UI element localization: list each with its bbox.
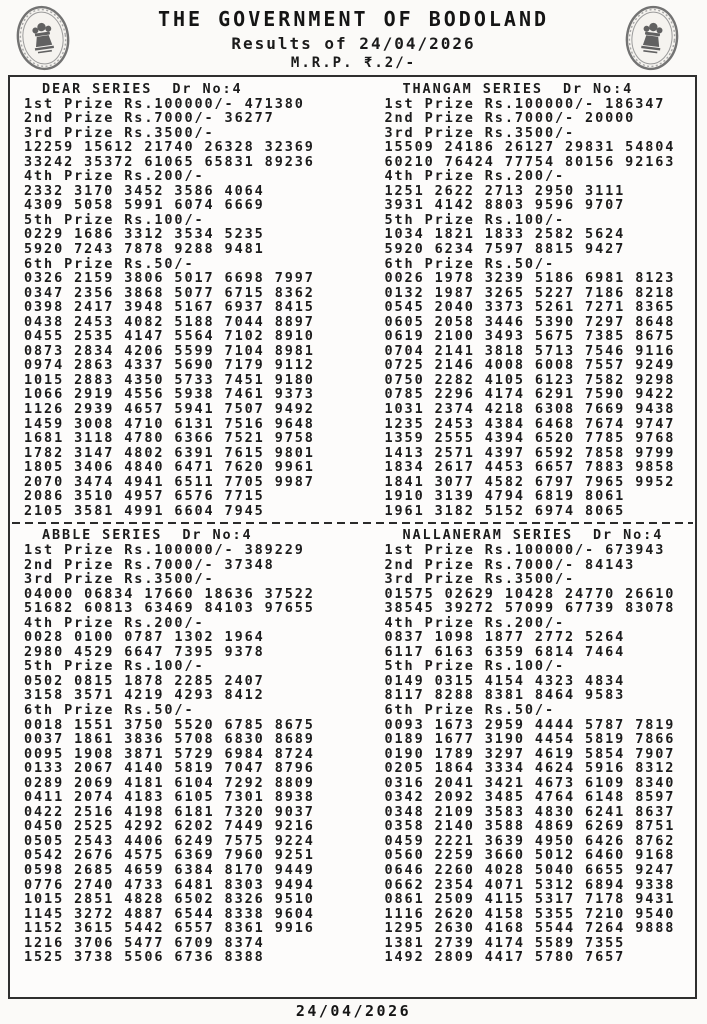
results-box [8, 75, 697, 999]
prize-label: 3rd Prize Rs.3500/- [24, 571, 215, 588]
winning-numbers-row: 1031 2374 4218 6308 7669 9438 [384, 401, 676, 418]
winning-numbers-row: 0095 1908 3871 5729 6984 8724 [24, 745, 315, 762]
winning-numbers-row: 0229 1686 3312 3534 5235 [24, 226, 265, 243]
series-block-dear [10, 82, 353, 518]
winning-numbers-row: 1359 2555 4394 6520 7785 9768 [384, 430, 676, 447]
winning-numbers-row: 0093 1673 2959 4444 5787 7819 [384, 716, 676, 733]
winning-numbers-row: 1116 2620 4158 5355 7210 9540 [384, 905, 676, 922]
winning-numbers-row: 0598 2685 4659 6384 8170 9449 [24, 861, 315, 878]
winning-numbers-row: 5920 7243 7878 9288 9481 [24, 241, 265, 258]
winning-numbers-row: 2070 3474 4941 6511 7705 9987 [24, 473, 315, 490]
winning-numbers-row: 0662 2354 4071 5312 6894 9338 [384, 876, 676, 893]
winning-numbers-row: 0974 2863 4337 5690 7179 9112 [24, 357, 315, 374]
winning-numbers-row: 4309 5058 5991 6074 6669 [24, 197, 265, 214]
winning-numbers-row: 2105 3581 4991 6604 7945 [24, 502, 265, 519]
bottom-half [10, 528, 695, 964]
winning-numbers-row: 1015 2851 4828 6502 8326 9510 [24, 891, 315, 908]
prize-label: 2nd Prize Rs.7000/- 37348 [24, 556, 275, 573]
winning-numbers-row: 0326 2159 3806 5017 6698 7997 [24, 270, 315, 287]
series-block-abble [10, 528, 353, 964]
prize-label: 1st Prize Rs.100000/- 389229 [24, 541, 305, 558]
winning-numbers-row: 0646 2260 4028 5040 6655 9247 [384, 861, 676, 878]
winning-numbers-row: 60210 76424 77754 80156 92163 [384, 153, 676, 170]
series-title: ABBLE SERIES Dr No:4 [42, 527, 253, 544]
winning-numbers-row: 2332 3170 3452 3586 4064 [24, 182, 265, 199]
winning-numbers-row: 1525 3738 5506 6736 8388 [24, 949, 265, 966]
winning-numbers-row: 0776 2740 4733 6481 8303 9494 [24, 876, 315, 893]
winning-numbers-row: 0605 2058 3446 5390 7297 8648 [384, 313, 676, 330]
winning-numbers-row: 0133 2067 4140 5819 7047 8796 [24, 760, 315, 777]
winning-numbers-row: 2086 3510 4957 6576 7715 [24, 488, 265, 505]
winning-numbers-row: 0205 1864 3334 4624 5916 8312 [384, 760, 676, 777]
winning-numbers-row: 1681 3118 4780 6366 7521 9758 [24, 430, 315, 447]
government-seal-icon [621, 2, 683, 74]
prize-label: 1st Prize Rs.100000/- 186347 [384, 95, 666, 112]
prize-label: 5th Prize Rs.100/- [384, 658, 565, 675]
winning-numbers-row: 0189 1677 3190 4454 5819 7866 [384, 731, 676, 748]
prize-label: 3rd Prize Rs.3500/- [384, 571, 576, 588]
winning-numbers-row: 0459 2221 3639 4950 6426 8762 [384, 832, 676, 849]
winning-numbers-row: 0342 2092 3485 4764 6148 8597 [384, 789, 676, 806]
prize-label: 5th Prize Rs.100/- [24, 211, 205, 228]
series-title: DEAR SERIES Dr No:4 [42, 81, 243, 97]
winning-numbers-row: 0018 1551 3750 5520 6785 8675 [24, 716, 315, 733]
winning-numbers-row: 1015 2883 4350 5733 7451 9180 [24, 371, 315, 388]
winning-numbers-row: 04000 06834 17660 18636 37522 [24, 585, 315, 602]
winning-numbers-row: 0358 2140 3588 4869 6269 8751 [384, 818, 676, 835]
winning-numbers-row: 1216 3706 5477 6709 8374 [24, 934, 265, 951]
winning-numbers-row: 1295 2630 4168 5544 7264 9888 [384, 920, 676, 937]
prize-label: 1st Prize Rs.100000/- 673943 [384, 541, 666, 558]
series-block-thangam [353, 82, 696, 518]
winning-numbers-row: 0505 2543 4406 6249 7575 9224 [24, 832, 315, 849]
prize-label: 6th Prize Rs.50/- [24, 701, 195, 718]
winning-numbers-row: 1235 2453 4384 6468 7674 9747 [384, 415, 676, 432]
prize-label: 6th Prize Rs.50/- [24, 255, 195, 272]
prize-label: 6th Prize Rs.50/- [384, 255, 555, 272]
prize-label: 5th Prize Rs.100/- [24, 658, 205, 675]
series-title: NALLANERAM SERIES Dr No:4 [402, 527, 664, 544]
winning-numbers-row: 0316 2041 3421 4673 6109 8340 [384, 774, 676, 791]
winning-numbers-row: 0347 2356 3868 5077 6715 8362 [24, 284, 315, 301]
prize-label: 5th Prize Rs.100/- [384, 211, 565, 228]
winning-numbers-row: 0422 2516 4198 6181 7320 9037 [24, 803, 315, 820]
winning-numbers-row: 0037 1861 3836 5708 6830 8689 [24, 731, 315, 748]
winning-numbers-row: 0704 2141 3818 5713 7546 9116 [384, 342, 676, 359]
winning-numbers-row: 0725 2146 4008 6008 7557 9249 [384, 357, 676, 374]
winning-numbers-row: 0545 2040 3373 5261 7271 8365 [384, 299, 676, 316]
prize-label: 1st Prize Rs.100000/- 471380 [24, 95, 305, 112]
prize-label: 4th Prize Rs.200/- [384, 614, 565, 631]
winning-numbers-row: 0450 2525 4292 6202 7449 9216 [24, 818, 315, 835]
winning-numbers-row: 0542 2676 4575 6369 7960 9251 [24, 847, 315, 864]
winning-numbers-row: 1251 2622 2713 2950 3111 [384, 182, 626, 199]
winning-numbers-row: 0837 1098 1877 2772 5264 [384, 629, 626, 646]
winning-numbers-row: 15509 24186 26127 29831 54804 [384, 139, 676, 156]
winning-numbers-row: 0502 0815 1878 2285 2407 [24, 672, 265, 689]
prize-label: 3rd Prize Rs.3500/- [24, 124, 215, 141]
winning-numbers-row: 1152 3615 5442 6557 8361 9916 [24, 920, 315, 937]
winning-numbers-row: 0750 2282 4105 6123 7582 9298 [384, 371, 676, 388]
winning-numbers-row: 3158 3571 4219 4293 8412 [24, 687, 265, 704]
mrp-label: M.R.P. ₹.2/- [290, 55, 417, 71]
winning-numbers-row: 0560 2259 3660 5012 6460 9168 [384, 847, 676, 864]
winning-numbers-row: 1834 2617 4453 6657 7883 9858 [384, 459, 676, 476]
winning-numbers-row: 1034 1821 1833 2582 5624 [384, 226, 626, 243]
winning-numbers-row: 6117 6163 6359 6814 7464 [384, 643, 626, 660]
winning-numbers-row: 0455 2535 4147 5564 7102 8910 [24, 328, 315, 345]
winning-numbers-row: 38545 39272 57099 67739 83078 [384, 600, 676, 617]
winning-numbers-row: 51682 60813 63469 84103 97655 [24, 600, 315, 617]
winning-numbers-row: 0398 2417 3948 5167 6937 8415 [24, 299, 315, 316]
winning-numbers-row: 1381 2739 4174 5589 7355 [384, 934, 626, 951]
winning-numbers-row: 0619 2100 3493 5675 7385 8675 [384, 328, 676, 345]
winning-numbers-row: 1782 3147 4802 6391 7615 9801 [24, 444, 315, 461]
winning-numbers-row: 1492 2809 4417 5780 7657 [384, 949, 626, 966]
winning-numbers-row: 0028 0100 0787 1302 1964 [24, 629, 265, 646]
winning-numbers-row: 0411 2074 4183 6105 7301 8938 [24, 789, 315, 806]
prize-label: 2nd Prize Rs.7000/- 20000 [384, 110, 636, 127]
winning-numbers-row: 01575 02629 10428 24770 26610 [384, 585, 676, 602]
winning-numbers-row: 33242 35372 61065 65831 89236 [24, 153, 315, 170]
series-title: THANGAM SERIES Dr No:4 [402, 81, 634, 97]
winning-numbers-row: 8117 8288 8381 8464 9583 [384, 687, 626, 704]
winning-numbers-row: 3931 4142 8803 9596 9707 [384, 197, 626, 214]
winning-numbers-row: 1126 2939 4657 5941 7507 9492 [24, 401, 315, 418]
prize-label: 4th Prize Rs.200/- [24, 614, 205, 631]
winning-numbers-row: 0348 2109 3583 4830 6241 8637 [384, 803, 676, 820]
winning-numbers-row: 1841 3077 4582 6797 7965 9952 [384, 473, 676, 490]
winning-numbers-row: 0026 1978 3239 5186 6981 8123 [384, 270, 676, 287]
winning-numbers-row: 1910 3139 4794 6819 8061 [384, 488, 626, 505]
winning-numbers-row: 0861 2509 4115 5317 7178 9431 [384, 891, 676, 908]
prize-label: 2nd Prize Rs.7000/- 36277 [24, 110, 275, 127]
winning-numbers-row: 1459 3008 4710 6131 7516 9648 [24, 415, 315, 432]
government-seal-icon [12, 2, 75, 75]
dashed-divider [12, 522, 693, 524]
page-title: THE GOVERNMENT OF BODOLAND [157, 7, 550, 31]
top-half [10, 82, 695, 518]
winning-numbers-row: 0190 1789 3297 4619 5854 7907 [384, 745, 676, 762]
prize-label: 6th Prize Rs.50/- [384, 701, 555, 718]
prize-label: 4th Prize Rs.200/- [24, 168, 205, 185]
winning-numbers-row: 0438 2453 4082 5188 7044 8897 [24, 313, 315, 330]
winning-numbers-row: 1413 2571 4397 6592 7858 9799 [384, 444, 676, 461]
series-block-nallaneram [353, 528, 696, 964]
winning-numbers-row: 5920 6234 7597 8815 9427 [384, 241, 626, 258]
winning-numbers-row: 1805 3406 4840 6471 7620 9961 [24, 459, 315, 476]
winning-numbers-row: 1066 2919 4556 5938 7461 9373 [24, 386, 315, 403]
winning-numbers-row: 0149 0315 4154 4323 4834 [384, 672, 626, 689]
winning-numbers-row: 0132 1987 3265 5227 7186 8218 [384, 284, 676, 301]
winning-numbers-row: 2980 4529 6647 7395 9378 [24, 643, 265, 660]
winning-numbers-row: 0873 2834 4206 5599 7104 8981 [24, 342, 315, 359]
prize-label: 4th Prize Rs.200/- [384, 168, 565, 185]
prize-label: 3rd Prize Rs.3500/- [384, 124, 576, 141]
prize-label: 2nd Prize Rs.7000/- 84143 [384, 556, 636, 573]
footer-date: 24/04/2026 [295, 1002, 412, 1020]
page-header [0, 0, 707, 75]
results-date-subtitle: Results of 24/04/2026 [231, 34, 476, 53]
winning-numbers-row: 1961 3182 5152 6974 8065 [384, 502, 626, 519]
winning-numbers-row: 1145 3272 4887 6544 8338 9604 [24, 905, 315, 922]
winning-numbers-row: 0785 2296 4174 6291 7590 9422 [384, 386, 676, 403]
winning-numbers-row: 0289 2069 4181 6104 7292 8809 [24, 774, 315, 791]
winning-numbers-row: 12259 15612 21740 26328 32369 [24, 139, 315, 156]
